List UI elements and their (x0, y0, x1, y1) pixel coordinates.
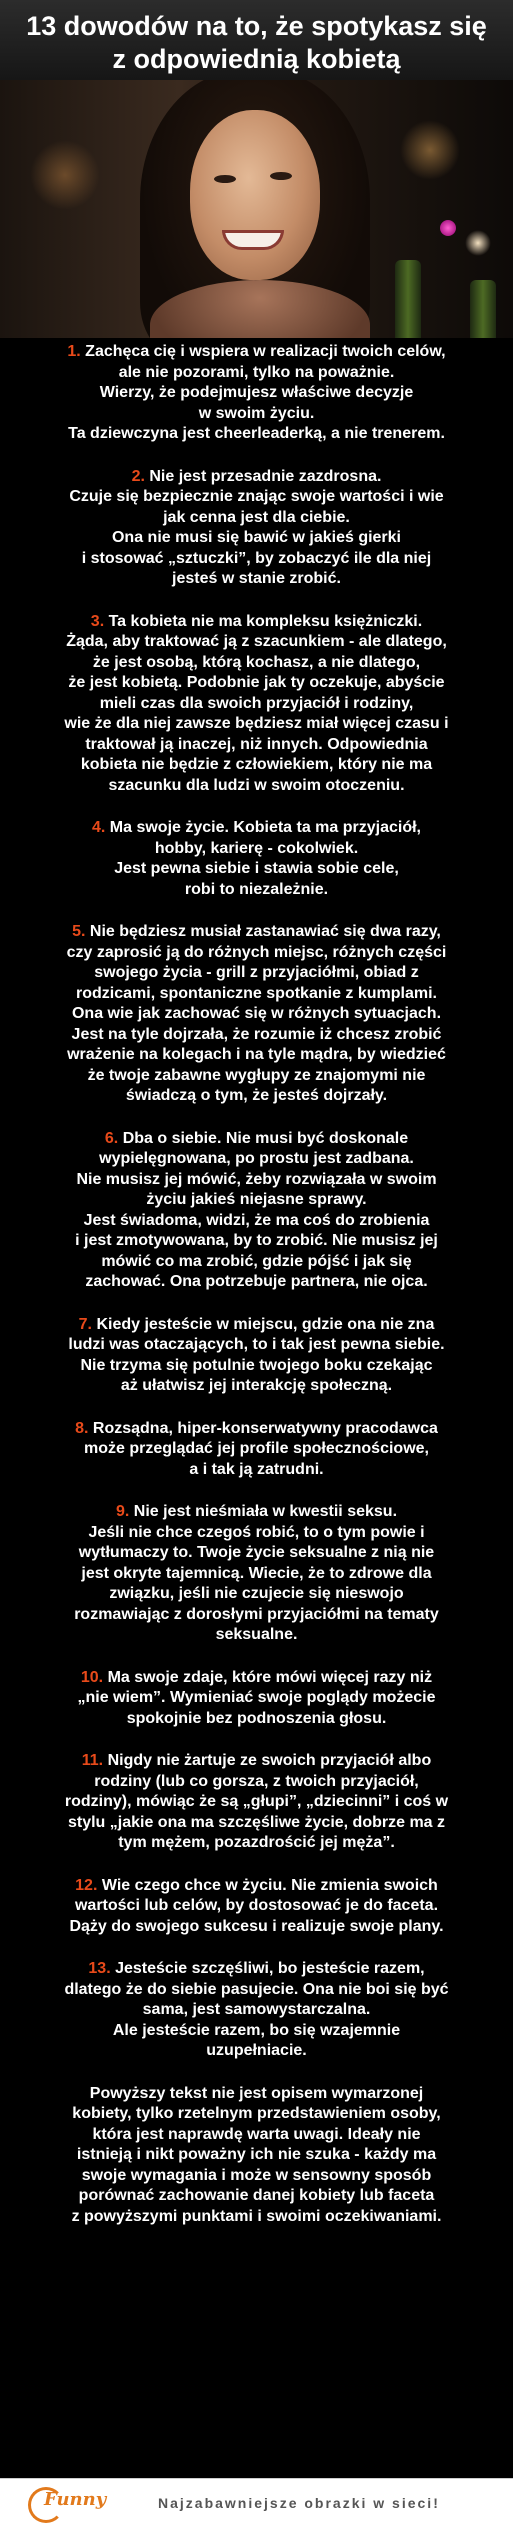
line-text: „nie wiem”. Wymieniać swoje poglądy możecie (77, 1689, 436, 1706)
line-text: i stosować „sztuczki”, by zobaczyć ile dla niej (81, 549, 432, 567)
line-text: spokojnie bez podnoszenia głosu. (126, 1709, 387, 1727)
text-line (12, 1252, 501, 1273)
site-footer (0, 2478, 513, 2526)
text-line (12, 2125, 501, 2146)
point-number: 13. (88, 1960, 111, 1977)
line-text: seksualne. (215, 1626, 298, 1643)
line-text: Żąda, aby traktować ją z szacunkiem - ale dlatego, (66, 633, 447, 650)
line-text: Kiedy jesteście w miejscu, gdzie ona nie zna (96, 1315, 435, 1333)
line-text: swojego życia - grill z przyjaciółmi, obiad z (94, 964, 419, 981)
line-text: a i tak ją zatrudni. (189, 1460, 324, 1478)
text-line (12, 755, 501, 776)
text-line (12, 2166, 501, 2187)
text-line (12, 1833, 501, 1854)
text-line (12, 1149, 501, 1170)
text-line (12, 342, 501, 363)
line-text: uzupełniacie. (206, 2042, 307, 2059)
point-number: 10. (80, 1668, 104, 1686)
text-line (12, 2145, 501, 2166)
line-text: rodziny), mówiąc że są „głupi”, „dziecinni” i coś w (64, 1793, 449, 1810)
line-text: związku, jeśli nie czujecie się nieswojo (109, 1585, 404, 1602)
line-text: Dąży do swojego sukcesu i realizuje swoje plany. (69, 1917, 444, 1935)
line-text: rodziny (lub co gorsza, z twoich przyjaciół, (94, 1772, 419, 1790)
text-line (12, 1772, 501, 1793)
line-text: sama, jest samowystarczalna. (142, 2001, 371, 2018)
text-line (12, 1170, 501, 1191)
line-text: Ona wie jak zachować się w różnych sytuacjach. (71, 1005, 442, 1022)
line-text: świadczą o tym, że jesteś dojrzały. (125, 1087, 388, 1104)
text-line (12, 1896, 501, 1917)
text-line (12, 632, 501, 653)
line-text: Nie jest nieśmiała w kwestii seksu. (133, 1503, 398, 1520)
text-line (12, 984, 501, 1005)
text-line (12, 1584, 501, 1605)
text-line (12, 1315, 501, 1336)
line-text: która jest naprawdę warta uwagi. Ideały nie (92, 2125, 421, 2143)
point-paragraph (12, 818, 501, 900)
point-number: 4. (91, 819, 106, 836)
point-number: 11. (81, 1752, 104, 1769)
point-number: 7. (78, 1315, 92, 1333)
text-line (12, 1129, 501, 1150)
text-line (12, 1211, 501, 1232)
text-line (12, 1086, 501, 1107)
text-line (12, 1460, 501, 1481)
line-text: że jest kobietą. Podobnie jak ty oczekuje, abyście (68, 674, 445, 691)
text-line (12, 467, 501, 488)
line-text: hobby, karierę - cokolwiek. (154, 839, 359, 857)
line-text: porównać zachowanie danej kobiety lub faceta (78, 2187, 435, 2204)
point-paragraph (12, 1668, 501, 1730)
text-line (12, 1376, 501, 1397)
line-text: tym mężem, pozazdrościć jej męża”. (118, 1834, 395, 1851)
woman-eye (270, 172, 292, 180)
text-line (12, 694, 501, 715)
bokeh-light (465, 230, 491, 256)
text-line (12, 1272, 501, 1293)
line-text: jesteś w stanie zrobić. (172, 570, 341, 587)
text-line (12, 1335, 501, 1356)
text-line (12, 1419, 501, 1440)
line-text: Ma swoje zdaje, które mówi więcej razy niż (107, 1668, 433, 1686)
line-text: kobieta nie będzie z człowiekiem, który nie ma (80, 756, 433, 773)
line-text: i jest zmotywowana, by to zrobić. Nie musisz jej (75, 1232, 438, 1249)
text-line (12, 2186, 501, 2207)
text-line (12, 776, 501, 797)
text-line (12, 1190, 501, 1211)
point-paragraph (12, 612, 501, 797)
text-line (12, 487, 501, 508)
line-text: życiu jakieś niejasne sprawy. (146, 1191, 367, 1208)
line-text: Nigdy nie żartuje ze swoich przyjaciół albo (107, 1752, 432, 1769)
bottle (395, 260, 421, 338)
header-photo (0, 80, 513, 338)
text-line (12, 508, 501, 529)
text-line (12, 569, 501, 590)
line-text: Dba o siebie. Nie musi być doskonale (122, 1129, 409, 1147)
text-line (12, 2084, 501, 2105)
line-text: w swoim życiu. (198, 404, 315, 422)
line-text: dlatego że do siebie pasujecie. Ona nie boi się być (64, 1980, 449, 1998)
text-line (12, 1751, 501, 1772)
title-line-1: 13 dowodów na to, że spotykasz się (26, 11, 487, 41)
line-text: wytłumaczy to. Twoje życie seksualne z nią nie (78, 1544, 435, 1561)
text-line (12, 653, 501, 674)
text-line (12, 1564, 501, 1585)
text-line (12, 1356, 501, 1377)
bokeh-light-pink (440, 220, 456, 236)
bokeh-light (400, 120, 460, 180)
point-paragraph (12, 1959, 501, 2062)
point-paragraph (12, 922, 501, 1107)
article-body (0, 338, 513, 2249)
text-line (12, 1066, 501, 1087)
line-text: robi to niezależnie. (184, 880, 329, 898)
text-line (12, 363, 501, 384)
line-text: Czuje się bezpiecznie znając swoje wartości i wie (69, 488, 444, 505)
point-paragraph (12, 1129, 501, 1293)
line-text: czy zaprosić ją do różnych miejsc, różnych części (66, 943, 447, 961)
title-line-2: z odpowiednią kobietą (112, 44, 401, 74)
line-text: Nie jest przesadnie zazdrosna. (149, 467, 382, 485)
line-text: Jeśli nie chce czegoś robić, to o tym powie i (88, 1523, 425, 1541)
point-paragraph (12, 338, 501, 445)
text-line (12, 673, 501, 694)
footer-tagline: Najzabawniejsze obrazki w sieci! (158, 2495, 440, 2511)
line-text: mówić co ma zrobić, gdzie pójść i jak się (101, 1252, 412, 1270)
text-line (12, 963, 501, 984)
line-text: stylu „jakie ona ma szczęśliwe życie, dobrze ma z (67, 1813, 446, 1831)
line-text: jest okryte tajemnicą. Wiecie, że to zdrowe dla (81, 1564, 432, 1582)
point-paragraph (12, 1315, 501, 1397)
line-text: Ta dziewczyna jest cheerleaderką, a nie trenerem. (68, 425, 445, 442)
line-text: ale nie pozorami, tylko na poważnie. (118, 363, 395, 381)
point-paragraph (12, 1419, 501, 1481)
text-line (12, 2207, 501, 2228)
line-text: Wie czego chce w życiu. Nie zmienia swoich (101, 1876, 438, 1894)
line-text: kobiety, tylko rzetelnym przedstawieniem osoby, (72, 2105, 441, 2122)
point-number: 2. (131, 467, 145, 485)
text-line (12, 2104, 501, 2125)
text-line (12, 1688, 501, 1709)
line-text: traktował ją inaczej, niż innych. Odpowiednia (85, 735, 428, 753)
text-line (12, 1876, 501, 1897)
line-text: Ma swoje życie. Kobieta ta ma przyjaciół, (109, 819, 421, 836)
text-line (12, 1668, 501, 1689)
line-text: ludzi was otaczających, to i tak jest pewna siebie. (68, 1336, 445, 1353)
line-text: że twoje zabawne wygłupy ze znajomymi nie (87, 1066, 426, 1084)
text-line (12, 383, 501, 404)
point-number: 9. (115, 1503, 130, 1520)
page-title (0, 0, 513, 80)
line-text: szacunku dla ludzi w swoim otoczeniu. (108, 776, 405, 794)
woman-eye (214, 175, 236, 183)
point-number: 8. (75, 1419, 89, 1437)
text-line (12, 714, 501, 735)
text-line (12, 2021, 501, 2042)
point-paragraph (12, 1876, 501, 1938)
text-line (12, 1543, 501, 1564)
point-number: 1. (67, 343, 81, 360)
point-number: 6. (104, 1129, 119, 1147)
line-text: może przeglądać jej profile społecznościowe, (84, 1440, 429, 1457)
point-paragraph (12, 1751, 501, 1854)
line-text: Wierzy, że podejmujesz właściwe decyzje (99, 384, 414, 401)
line-text: jak cenna jest dla ciebie. (163, 508, 350, 526)
text-line (12, 612, 501, 633)
text-line (12, 1523, 501, 1544)
text-line (12, 1439, 501, 1460)
line-text: że jest osobą, którą kochasz, a nie dlatego, (92, 653, 421, 671)
text-line (12, 528, 501, 549)
point-number: 12. (75, 1876, 98, 1894)
text-line (12, 1959, 501, 1980)
line-text: Nie musisz jej mówić, żeby rozwiązała w swoim (76, 1170, 437, 1188)
line-text: Jest na tyle dojrzała, że rozumie iż chcesz zrobić (71, 1025, 442, 1043)
text-line (12, 880, 501, 901)
text-line (12, 1025, 501, 1046)
text-line (12, 1502, 501, 1523)
text-line (12, 922, 501, 943)
text-line (12, 818, 501, 839)
line-text: Jesteście szczęśliwi, bo jesteście razem, (115, 1960, 425, 1977)
text-line (12, 1004, 501, 1025)
line-text: Ale jesteście razem, bo się wzajemnie (112, 2021, 401, 2039)
line-text: Ta kobieta nie ma kompleksu księżniczki. (108, 612, 423, 630)
line-text: Jest świadoma, widzi, że ma coś do zrobienia (83, 1211, 430, 1229)
line-text: Rozsądna, hiper-konserwatywny pracodawca (92, 1419, 438, 1437)
text-line (12, 404, 501, 425)
text-line (12, 1625, 501, 1646)
text-line (12, 1045, 501, 1066)
line-text: wypielęgnowana, po prostu jest zadbana. (99, 1150, 414, 1167)
line-text: Nie trzyma się potulnie twojego boku czekając (80, 1356, 433, 1374)
text-line (12, 1917, 501, 1938)
bokeh-light (30, 140, 100, 210)
line-text: Nie będziesz musiał zastanawiać się dwa razy, (89, 923, 441, 940)
line-text: wartości lub celów, by dostosować je do faceta. (74, 1897, 439, 1914)
line-text: aż ułatwisz jej interakcję społeczną. (120, 1377, 393, 1394)
line-text: Ona nie musi się bawić w jakieś gierki (111, 529, 401, 546)
point-number: 5. (72, 923, 86, 940)
line-text: rozmawiając z dorosłymi przyjaciółmi na tematy (74, 1605, 439, 1623)
point-paragraph (12, 1502, 501, 1646)
text-line (12, 2000, 501, 2021)
bottle (470, 280, 496, 338)
woman-face (190, 110, 320, 280)
text-line (12, 839, 501, 860)
line-text: z powyższymi punktami i swoimi oczekiwaniami. (71, 2207, 442, 2225)
text-line (12, 549, 501, 570)
text-line (12, 735, 501, 756)
line-text: wrażenie na kolegach i na tyle mądra, by wiedzieć (67, 1046, 446, 1063)
line-text: istnieją i nikt poważny ich nie szuka - każdy ma (76, 2146, 437, 2163)
line-text: swoje wymagania i może w sensowny sposób (81, 2166, 432, 2184)
line-text: Zachęca cię i wspiera w realizacji twoich celów, (85, 343, 446, 360)
point-paragraph (12, 467, 501, 590)
text-line (12, 1980, 501, 2001)
point-number: 3. (90, 612, 105, 630)
text-line (12, 859, 501, 880)
text-line (12, 1813, 501, 1834)
line-text: Powyższy tekst nie jest opisem wymarzonej (89, 2084, 424, 2102)
text-line (12, 1231, 501, 1252)
line-text: mieli czas dla swoich przyjaciół i rodziny, (99, 694, 414, 712)
text-line (12, 1792, 501, 1813)
line-text: zachować. Ona potrzebuje partnera, nie ojca. (85, 1273, 428, 1290)
line-text: Jest pewna siebie i stawia sobie cele, (114, 860, 399, 877)
line-text: wie że dla niej zawsze będziesz miał więcej czasu i (64, 715, 449, 732)
text-line (12, 2041, 501, 2062)
text-line (12, 424, 501, 445)
text-line (12, 943, 501, 964)
text-line (12, 1605, 501, 1626)
closing-paragraph (12, 2084, 501, 2228)
site-logo[interactable]: Funny (44, 2489, 107, 2510)
text-line (12, 1709, 501, 1730)
line-text: rodzicami, spontaniczne spotkanie z kumplami. (76, 984, 437, 1002)
